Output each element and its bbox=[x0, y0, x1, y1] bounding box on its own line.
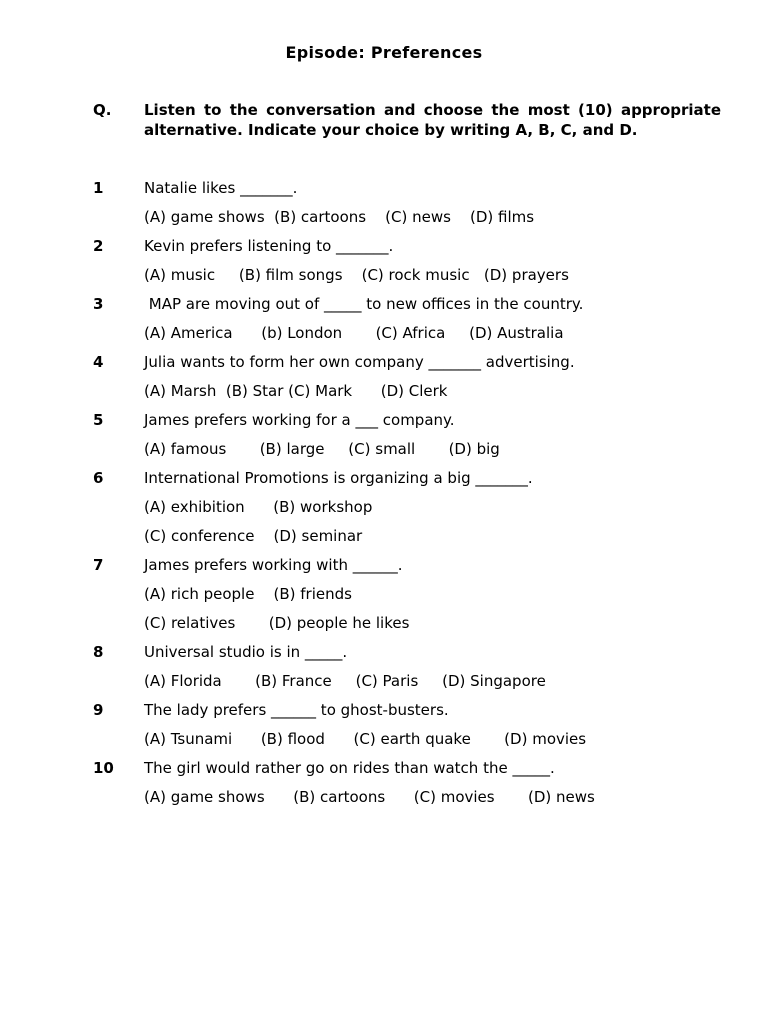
question-number: 9 bbox=[93, 701, 104, 719]
question-text: Natalie likes _______. bbox=[144, 179, 298, 197]
question-text: James prefers working with ______. bbox=[144, 556, 403, 574]
question-number: 1 bbox=[93, 179, 104, 197]
question-item bbox=[93, 641, 733, 699]
question-item bbox=[93, 554, 733, 641]
page-title: Episode: Preferences bbox=[285, 43, 483, 62]
question-options: (A) Florida (B) France (C) Paris (D) Singapore bbox=[144, 672, 546, 690]
question-text: MAP are moving out of _____ to new offices in the country. bbox=[144, 295, 584, 313]
question-text: James prefers working for a ___ company. bbox=[144, 411, 455, 429]
question-item bbox=[93, 351, 733, 409]
question-text: Julia wants to form her own company _______ advertising. bbox=[144, 353, 575, 371]
question-item bbox=[93, 467, 733, 554]
question-options: (A) famous (B) large (C) small (D) big bbox=[144, 440, 500, 458]
question-list bbox=[93, 177, 733, 815]
question-text: The lady prefers ______ to ghost-busters. bbox=[144, 701, 449, 719]
question-number: 3 bbox=[93, 295, 104, 313]
question-options: (A) America (b) London (C) Africa (D) Australia bbox=[144, 324, 564, 342]
question-number: 4 bbox=[93, 353, 104, 371]
question-options: (A) Marsh (B) Star (C) Mark (D) Clerk bbox=[144, 382, 448, 400]
question-number: 5 bbox=[93, 411, 104, 429]
question-item bbox=[93, 409, 733, 467]
question-number: 7 bbox=[93, 556, 104, 574]
question-options: (A) game shows (B) cartoons (C) news (D) films bbox=[144, 208, 535, 226]
question-item bbox=[93, 699, 733, 757]
question-number: 6 bbox=[93, 469, 104, 487]
question-item bbox=[93, 177, 733, 235]
instruction-text: Listen to the conversation and choose the most (10) appropriate alternative. Indicate your choice by writing A, B, C, and D. bbox=[144, 101, 721, 139]
question-item bbox=[93, 235, 733, 293]
question-number: 2 bbox=[93, 237, 104, 255]
question-text: Universal studio is in _____. bbox=[144, 643, 348, 661]
question-text: The girl would rather go on rides than watch the _____. bbox=[144, 759, 555, 777]
question-number: 8 bbox=[93, 643, 104, 661]
question-options: (A) Tsunami (B) flood (C) earth quake (D) movies bbox=[144, 730, 587, 748]
question-options: (A) game shows (B) cartoons (C) movies (D) news bbox=[144, 788, 595, 806]
question-text: Kevin prefers listening to _______. bbox=[144, 237, 394, 255]
question-item bbox=[93, 757, 733, 815]
question-options: (A) exhibition (B) workshop bbox=[144, 498, 373, 516]
question-text: International Promotions is organizing a big _______. bbox=[144, 469, 533, 487]
instruction-label: Q. bbox=[93, 101, 112, 119]
question-options: (C) relatives (D) people he likes bbox=[144, 614, 410, 632]
question-options: (C) conference (D) seminar bbox=[144, 527, 363, 545]
question-options: (A) rich people (B) friends bbox=[144, 585, 352, 603]
question-item bbox=[93, 293, 733, 351]
question-options: (A) music (B) film songs (C) rock music (D) prayers bbox=[144, 266, 569, 284]
question-number: 10 bbox=[93, 759, 114, 777]
